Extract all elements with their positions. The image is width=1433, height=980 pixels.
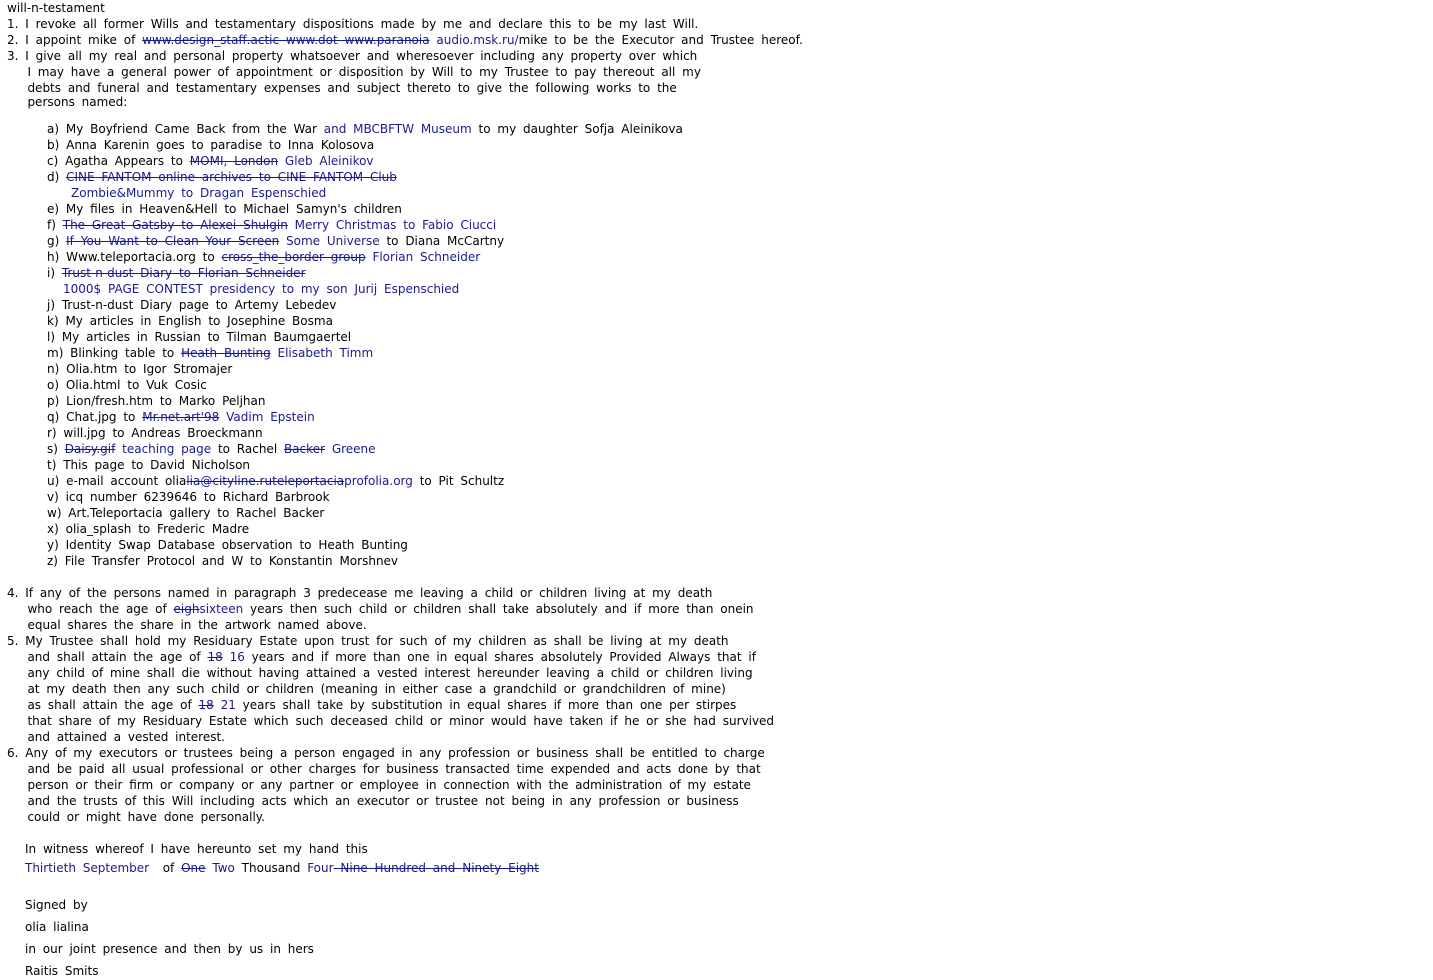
p5-text: as shall attain the age of xyxy=(7,698,199,712)
paragraph-4-line xyxy=(7,601,754,617)
paragraph-4-line: 4. If any of the persons named in paragraph 3 predecease me leaving a child or children living at my death xyxy=(7,586,713,600)
item-text: to Pit Schultz xyxy=(412,474,505,488)
item-text: f) xyxy=(47,218,63,232)
paragraph-3-line: debts and funeral and testamentary expenses and subject thereto to give the following works to the xyxy=(7,81,677,95)
doc-title: will-n-testament xyxy=(7,1,105,15)
paragraph-5-line xyxy=(7,649,756,665)
item-text: a) My Boyfriend Came Back from the War xyxy=(47,122,324,136)
list-item-u xyxy=(47,473,504,489)
paragraph-3-line: persons named: xyxy=(7,95,128,109)
item-deletion: Heath Bunting xyxy=(181,346,271,360)
item-text: b) Anna Karenin goes to paradise to Inna Kolosova xyxy=(47,138,375,152)
item-text: o) Olia.html to Vuk Cosic xyxy=(47,378,207,392)
list-item-x xyxy=(47,521,249,537)
p4-addition: sixteen xyxy=(199,602,244,616)
item-addition: Gleb Aleinikov xyxy=(278,154,374,168)
item-text: to my daughter Sofja Aleinikova xyxy=(471,122,683,136)
item-text: to Diana McCartny xyxy=(379,234,505,248)
list-item-o xyxy=(47,377,207,393)
list-item-f xyxy=(47,217,496,233)
item-addition: Elisabeth Timm xyxy=(270,346,374,360)
p5-deletion: 18 xyxy=(207,650,223,664)
item-deletion: teleportacia xyxy=(272,474,345,488)
signer-name: olia lialina xyxy=(25,920,89,934)
item-addition: Merry Christmas to Fabio Ciucci xyxy=(287,218,497,232)
list-item-a xyxy=(47,121,683,137)
list-item-j xyxy=(47,297,336,313)
paragraph-5-line: and attained a vested interest. xyxy=(7,730,225,744)
item-text: p) Lion/fresh.htm to Marko Peljhan xyxy=(47,394,266,408)
p5-deletion: 18 xyxy=(198,698,214,712)
paragraph-5-line: that share of my Residuary Estate which such deceased child or minor would have taken if he or she had survived xyxy=(7,714,775,728)
paragraph-1: 1. I revoke all former Wills and testamentary dispositions made by me and declare this to be my last Will. xyxy=(7,17,699,31)
date-deletion: One xyxy=(181,861,206,875)
item-deletion: CINE FANTOM online archives to CINE FANTOM Club xyxy=(66,170,397,184)
item-text: to Rachel xyxy=(211,442,284,456)
p5-text: and shall attain the age of xyxy=(7,650,208,664)
list-item-g xyxy=(47,233,504,249)
date-text: of xyxy=(149,861,182,875)
p2-added-link: audio.msk.ru/ xyxy=(429,33,519,47)
list-item-h xyxy=(47,249,480,265)
item-text: r) will.jpg to Andreas Broeckmann xyxy=(47,426,263,440)
paragraph-5-line: at my death then any such child or children (meaning in either case a grandchild or grandchildren of mine) xyxy=(7,682,726,696)
list-item-d-addition: Zombie&Mummy to Dragan Espenschied xyxy=(71,186,327,200)
list-item-s xyxy=(47,441,376,457)
item-text: t) This page to David Nicholson xyxy=(47,458,251,472)
paragraph-6-line: person or their firm or company or any partner or employee in connection with the administration of my estate xyxy=(7,778,751,792)
item-deletion: cross_the_border group xyxy=(221,250,366,264)
paragraph-4-line: equal shares the share in the artwork named above. xyxy=(7,618,367,632)
list-item-r xyxy=(47,425,263,441)
list-item-y xyxy=(47,537,408,553)
joint-presence-line: in our joint presence and then by us in hers xyxy=(25,942,314,956)
item-deletion: MOMI, London xyxy=(189,154,279,168)
p5-text: years and if more than one in equal shares absolutely Provided Always that if xyxy=(244,650,756,664)
item-text: n) Olia.htm to Igor Stromajer xyxy=(47,362,233,376)
paragraph-6-line: could or might have done personally. xyxy=(7,810,265,824)
paragraph-2 xyxy=(7,32,803,48)
item-deletion: If You Want to Clean Your Screen xyxy=(66,234,280,248)
list-item-m xyxy=(47,345,373,361)
item-text: l) My articles in Russian to Tilman Baumgaertel xyxy=(47,330,352,344)
item-deletion: The Great Gatsby to Alexei Shulgin xyxy=(62,218,288,232)
list-item-b xyxy=(47,137,374,153)
paragraph-6-line: and the trusts of this Will including acts which an executor or trustee not being in any profession or business xyxy=(7,794,739,808)
paragraph-3-line: I may have a general power of appointment or disposition by Will to my Trustee to pay thereout all my xyxy=(7,65,701,79)
paragraph-3-line: 3. I give all my real and personal property whatsoever and wheresoever including any property over which xyxy=(7,49,698,63)
item-text: w) Art.Teleportacia gallery to Rachel Backer xyxy=(47,506,325,520)
date-addition: Two xyxy=(205,861,235,875)
item-text: k) My articles in English to Josephine Bosma xyxy=(47,314,333,328)
item-text: m) Blinking table to xyxy=(47,346,182,360)
list-item-e xyxy=(47,201,402,217)
list-item-p xyxy=(47,393,266,409)
list-item-w xyxy=(47,505,324,521)
paragraph-6-line: 6. Any of my executors or trustees being a person engaged in any profession or business shall be entitled to charge xyxy=(7,746,765,760)
item-deletion: lia@cityline.ru xyxy=(186,474,273,488)
item-text: q) Chat.jpg to xyxy=(47,410,143,424)
list-item-d xyxy=(47,169,397,185)
date-deletion: Nine Hundred and Ninety Eight xyxy=(333,861,539,875)
list-item-q xyxy=(47,409,315,425)
item-addition: Florian Schneider xyxy=(365,250,481,264)
date-addition: Four xyxy=(307,861,334,875)
item-text: u) e-mail account olia xyxy=(47,474,187,488)
witness-name: Raitis Smits xyxy=(25,964,99,978)
paragraph-5-line: 5. My Trustee shall hold my Residuary Estate upon trust for such of my children as shall be living at my death xyxy=(7,634,729,648)
item-text: g) xyxy=(47,234,67,248)
date-addition: Thirtieth September xyxy=(25,861,150,875)
p5-text: years shall take by substitution in equal shares if more than one per stirpes xyxy=(235,698,737,712)
paragraph-6-line: and be paid all usual professional or other charges for business transacted time expended and acts done by that xyxy=(7,762,761,776)
item-text: c) Agatha Appears to xyxy=(47,154,190,168)
item-text: d) xyxy=(47,170,67,184)
p5-addition: 21 xyxy=(213,698,236,712)
date-text: Thousand xyxy=(234,861,308,875)
list-item-z xyxy=(47,553,398,569)
list-item-i-addition: 1000$ PAGE CONTEST presidency to my son Jurij Espenschied xyxy=(63,282,460,296)
item-text: v) icq number 6239646 to Richard Barbrook xyxy=(47,490,330,504)
list-item-n xyxy=(47,361,232,377)
p2-rest: mike to be the Executor and Trustee hereof. xyxy=(518,33,803,47)
list-item-c xyxy=(47,153,374,169)
item-text: i) xyxy=(47,266,62,280)
p2-prefix: 2. I appoint mike of xyxy=(7,33,143,47)
item-deletion: Mr.net.art'98 xyxy=(142,410,220,424)
p4-deletion: eigh xyxy=(173,602,200,616)
witness-line: In witness whereof I have hereunto set my hand this xyxy=(25,842,368,856)
item-addition: teaching page xyxy=(115,442,212,456)
item-text: y) Identity Swap Database observation to Heath Bunting xyxy=(47,538,408,552)
item-deletion: Trust-n-dust Diary to Florian Schneider xyxy=(61,266,306,280)
item-text: s) xyxy=(47,442,65,456)
item-addition: profolia.org xyxy=(344,474,413,488)
item-text: j) Trust-n-dust Diary page to Artemy Lebedev xyxy=(47,298,337,312)
list-item-i xyxy=(47,265,306,281)
list-item-t xyxy=(47,457,250,473)
item-text: e) My files in Heaven&Hell to Michael Samyn's children xyxy=(47,202,402,216)
item-text: z) File Transfer Protocol and W to Konstantin Morshnev xyxy=(47,554,399,568)
list-item-k xyxy=(47,313,333,329)
item-text: h) Www.teleportacia.org to xyxy=(47,250,222,264)
item-text: x) olia_splash to Frederic Madre xyxy=(47,522,250,536)
list-item-v xyxy=(47,489,330,505)
item-deletion: Backer xyxy=(283,442,325,456)
item-addition: and MBCBFTW Museum xyxy=(323,122,472,136)
item-addition: Vadim Epstein xyxy=(219,410,315,424)
witness-date xyxy=(25,860,539,876)
item-deletion: Daisy.gif xyxy=(64,442,116,456)
item-addition: Some Universe xyxy=(279,234,380,248)
p5-addition: 16 xyxy=(222,650,245,664)
p4-text: years then such child or children shall take absolutely and if more than onein xyxy=(243,602,754,616)
item-addition: Greene xyxy=(325,442,376,456)
p4-text: who reach the age of xyxy=(7,602,174,616)
paragraph-5-line xyxy=(7,697,736,713)
signed-label: Signed by xyxy=(25,898,88,912)
paragraph-5-line: any child of mine shall die without having attained a vested interest hereunder leaving a child or children living xyxy=(7,666,753,680)
p2-struck-links: www.design_staff.actic www.dot www.paranoia xyxy=(142,33,430,47)
list-item-l xyxy=(47,329,351,345)
